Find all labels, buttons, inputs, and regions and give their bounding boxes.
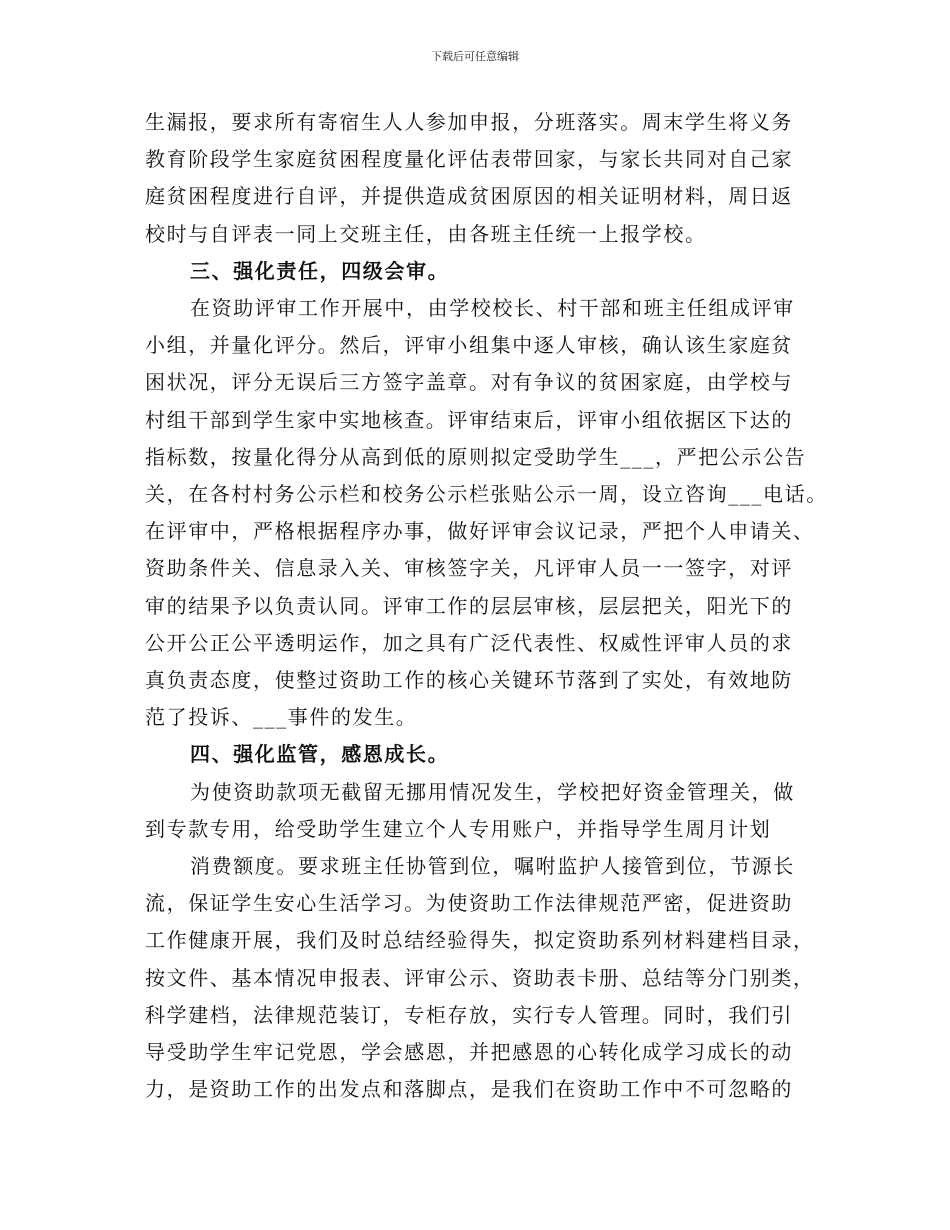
paragraph-line: 为使资助款项无截留无挪用情况发生，学校把好资金管理关，做 (190, 779, 795, 804)
paragraph-line: 村组干部到学生家中实地核查。评审结束后，评审小组依据区下达的 (145, 407, 793, 432)
section-heading: 三、强化责任，四级会审。 (190, 258, 450, 283)
paragraph-line: 指标数，按量化得分从高到低的原则拟定受助学生___，严把公示公告 (145, 444, 807, 469)
page-header: 下载后可任意编辑 (431, 50, 519, 63)
paragraph-line: 生漏报，要求所有寄宿生人人参加申报，分班落实。周末学生将义务 (145, 110, 793, 134)
paragraph-line: 流，保证学生安心生活学习。为使资助工作法律规范严密，促进资助 (145, 891, 793, 916)
paragraph-line: 公开公正公平透明运作，加之具有广泛代表性、权威性评审人员的求 (145, 630, 793, 655)
paragraph-line: 审的结果予以负责认同。评审工作的层层审核，层层把关，阳光下的 (145, 593, 793, 618)
paragraph-line: 工作健康开展，我们及时总结经验得失，拟定资助系列材料建档目录， (145, 928, 815, 953)
paragraph-line: 资助条件关、信息录入关、审核签字关，凡评审人员一一签字，对评 (145, 556, 793, 581)
paragraph-line: 科学建档，法律规范装订，专柜存放，实行专人管理。同时，我们引 (145, 1002, 793, 1027)
paragraph-line: 在资助评审工作开展中，由学校校长、村干部和班主任组成评审 (190, 296, 795, 320)
paragraph-line: 困状况，评分无误后三方签字盖章。对有争议的贫困家庭，由学校与 (145, 370, 793, 395)
paragraph-line: 关，在各村村务公示栏和校务公示栏张贴公示一周，设立咨询___电话。 (145, 482, 828, 506)
paragraph-line: 导受助学生牢记党恩，学会感恩，并把感恩的心转化成学习成长的动 (145, 1040, 793, 1064)
paragraph-line: 真负责态度，使整过资助工作的核心关键环节落到了实处，有效地防 (145, 668, 793, 692)
paragraph-line: 范了投诉、___事件的发生。 (145, 705, 418, 730)
paragraph-line: 在评审中，严格根据程序办事，做好评审会议记录，严把个人申请关、 (145, 519, 815, 544)
paragraph-line: 校时与自评表一同上交班主任，由各班主任统一上报学校。 (145, 221, 707, 246)
paragraph-line: 教育阶段学生家庭贫困程度量化评估表带回家，与家长共同对自己家 (145, 147, 793, 172)
paragraph-line: 小组，并量化评分。然后，评审小组集中逐人审核，确认该生家庭贫 (145, 333, 793, 358)
paragraph-line: 庭贫困程度进行自评，并提供造成贫困原因的相关证明材料，周日返 (145, 184, 793, 209)
section-heading: 四、强化监管，感恩成长。 (190, 742, 450, 767)
paragraph-line: 到专款专用，给受助学生建立个人专用账户，并指导学生周月计划 (145, 816, 772, 841)
paragraph-line: 消费额度。要求班主任协管到位，嘱咐监护人接管到位，节源长 (190, 854, 795, 878)
paragraph-line: 力，是资助工作的出发点和落脚点，是我们在资助工作中不可忽略的 (145, 1077, 793, 1102)
paragraph-line: 按文件、基本情况申报表、评审公示、资助表卡册、总结等分门别类， (145, 965, 815, 990)
